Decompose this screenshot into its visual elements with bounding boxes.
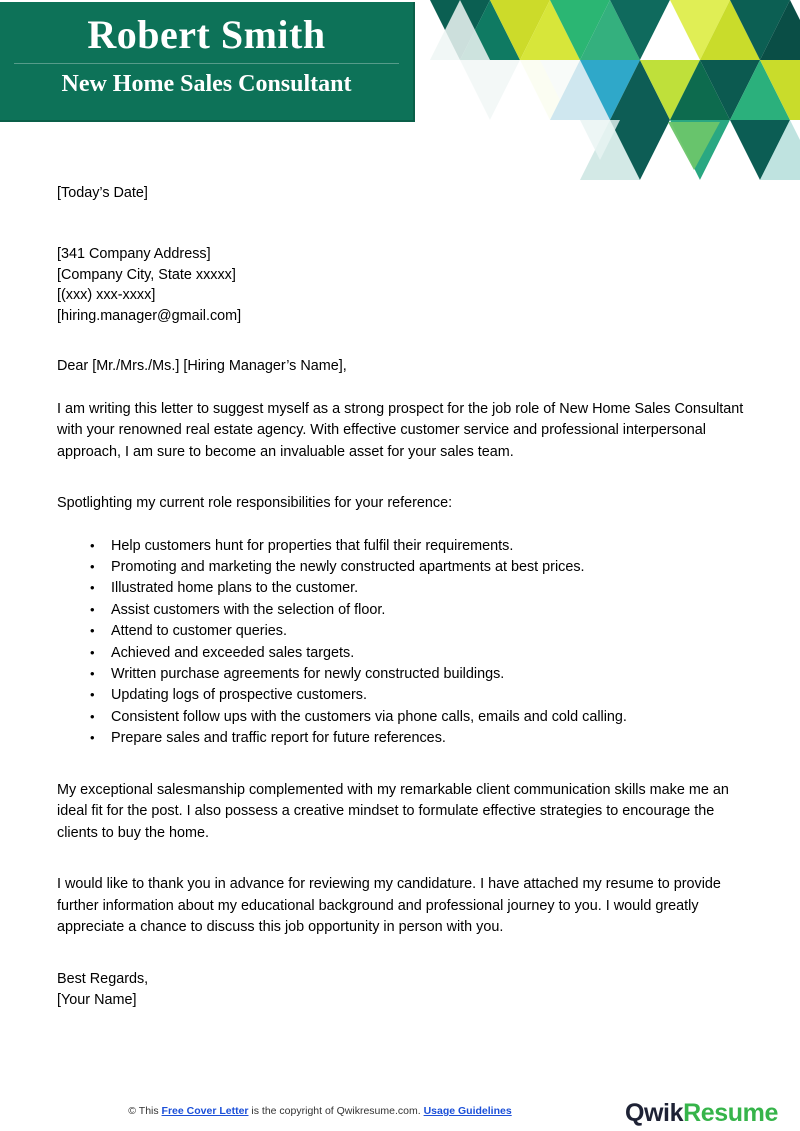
spacer [57, 326, 757, 356]
recipient-address-block [57, 244, 757, 326]
spacer [57, 939, 757, 969]
logo-text-resume: Resume [683, 1099, 778, 1127]
list-item: • Achieved and exceeded sales targets. [111, 643, 757, 664]
spacer [57, 515, 757, 536]
intro-paragraph: I am writing this letter to suggest myself as a strong prospect for the job role of New Home Sales Consultant with your renowned real estate agency. With effective customer service and professional interpersonal approach, I am sure to become an invaluable asset for your sales team. [57, 400, 744, 460]
sign-off: Best Regards, [57, 970, 149, 987]
salutation: Dear [Mr./Mrs./Ms.] [Hiring Manager’s Name], [57, 358, 347, 374]
recipient-email: [hiring.manager@gmail.com] [57, 307, 242, 324]
closing-paragraph-2: I would like to thank you in advance for reviewing my candidature. I have attached my resume to provide further information about my educational background and professional journey to you. I would greatly appreciate a chance to discuss this job opportunity in person with you. [57, 876, 721, 936]
qwikresume-logo [625, 1097, 778, 1129]
signature-name: [Your Name] [57, 991, 137, 1008]
applicant-job-title: New Home Sales Consultant [61, 71, 352, 97]
banner-divider [14, 63, 399, 64]
letter-header [0, 0, 800, 185]
spacer [57, 378, 757, 399]
spacer [57, 750, 757, 780]
recipient-phone: [(xxx) xxx-xxxx] [57, 287, 156, 303]
list-item: • Promoting and marketing the newly constructed apartments at best prices. [111, 557, 757, 578]
responsibilities-lead: Spotlighting my current role responsibilities for your reference: [57, 495, 453, 511]
spacer [57, 463, 757, 493]
list-item: • Attend to customer queries. [111, 621, 757, 642]
footer-text-before: This [138, 1105, 159, 1117]
list-item: • Prepare sales and traffic report for future references. [111, 728, 757, 749]
recipient-address-line1: [341 Company Address] [57, 246, 211, 262]
free-cover-letter-link[interactable]: Free Cover Letter [161, 1105, 249, 1117]
footer-text-middle: is the copyright of Qwikresume.com. [251, 1105, 421, 1117]
spacer [57, 204, 757, 244]
usage-guidelines-link[interactable]: Usage Guidelines [423, 1105, 512, 1117]
letter-footer [0, 1095, 800, 1131]
triangle-mosaic-graphic [420, 0, 800, 180]
name-title-banner [0, 2, 415, 122]
letter-body [57, 183, 757, 1011]
letter-date: [Today’s Date] [57, 185, 148, 201]
list-item: • Consistent follow ups with the customers via phone calls, emails and cold calling. [111, 707, 757, 728]
recipient-address-line2: [Company City, State xxxxx] [57, 266, 236, 283]
list-item: • Illustrated home plans to the customer. [111, 578, 757, 599]
copyright-icon: © [128, 1105, 137, 1117]
list-item: • Written purchase agreements for newly constructed buildings. [111, 664, 757, 685]
responsibilities-list [57, 536, 757, 750]
closing-paragraph-1: My exceptional salesmanship complemented with my remarkable client communication skills make me an ideal fit for the post. I also possess a creative mindset to formulate effective strategies to encourage the clients to buy the home. [57, 781, 729, 841]
list-item: • Help customers hunt for properties that fulfil their requirements. [111, 536, 757, 557]
spacer [57, 844, 757, 874]
applicant-name: Robert Smith [87, 12, 326, 57]
footer-copyright [0, 1104, 640, 1118]
list-item: • Updating logs of prospective customers. [111, 685, 757, 706]
logo-text-qwik: Qwik [624, 1099, 684, 1127]
list-item: • Assist customers with the selection of floor. [111, 600, 757, 621]
